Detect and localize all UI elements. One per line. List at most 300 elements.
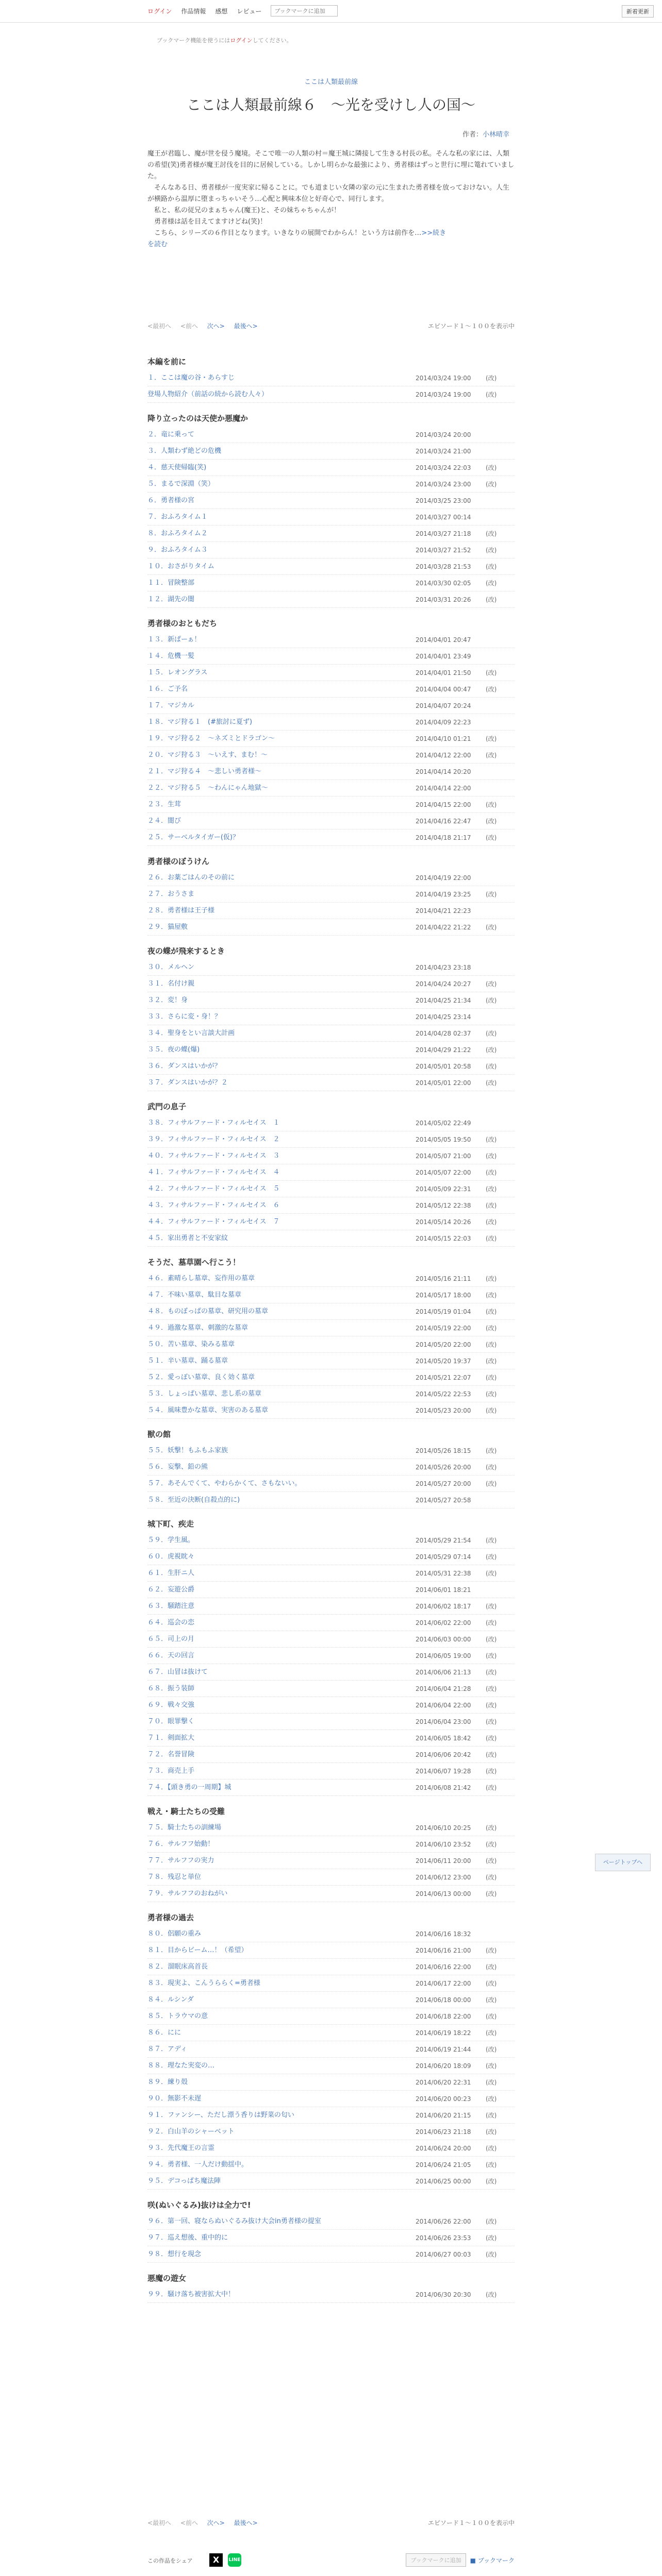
episode-title-link[interactable]: ４８．ものぼっぱの墓章、研究用の墓章 xyxy=(147,1308,269,1315)
episode-title-link[interactable]: １６．ご予名 xyxy=(147,685,188,693)
episode-title-link[interactable]: ４４．フィサルファード・フィルセイス ７ xyxy=(147,1218,280,1226)
episode-date: 2014/03/30 02:05 xyxy=(416,580,471,587)
episode-title-link[interactable]: ９５．デコっぱち魔法陣 xyxy=(147,2177,221,2185)
episode-title-link[interactable]: ２．竜に乗って xyxy=(147,431,195,438)
episode-revised-mark: (改) xyxy=(486,1619,497,1626)
episode-title-link[interactable]: ５６．妄撃、鉛の熊 xyxy=(147,1463,208,1471)
synopsis-read-link[interactable]: を読む xyxy=(147,241,168,248)
episode-revised-mark: (改) xyxy=(486,1841,497,1848)
episode-revised-mark: (改) xyxy=(486,1185,497,1193)
episode-row[interactable] xyxy=(147,1565,515,1582)
episode-revised-mark: (改) xyxy=(486,596,497,603)
episode-title-link[interactable]: ２６．お薬ごはんのその前に xyxy=(147,874,235,882)
episode-title-link[interactable]: ８１．目からビーム…！（希望） xyxy=(147,1946,248,1954)
episode-date: 2014/05/05 19:50 xyxy=(416,1136,471,1143)
episode-date: 2014/06/13 00:00 xyxy=(416,1890,471,1897)
episode-title-link[interactable]: ４２．フィサルファード・フィルセイス ５ xyxy=(147,1185,280,1193)
episode-date: 2014/03/27 00:14 xyxy=(416,514,471,521)
episode-title-link[interactable]: ７２．名誉冒険 xyxy=(147,1751,195,1758)
episode-title-link[interactable]: ５３．しょっぱい墓章、悲し系の墓章 xyxy=(147,1390,262,1398)
episode-row[interactable] xyxy=(147,1075,515,1091)
line-share-icon[interactable]: LINE xyxy=(228,2553,241,2567)
episode-row[interactable] xyxy=(147,870,515,886)
episode-row[interactable] xyxy=(147,829,515,846)
episode-date: 2014/06/20 22:31 xyxy=(416,2079,471,2086)
episode-title-link[interactable]: １３．新ぱーぁ！ xyxy=(147,636,201,643)
episode-row[interactable] xyxy=(147,1697,515,1714)
novel-title: ここは人類最前線６ ～光を受けし人の国～ xyxy=(186,96,475,113)
episode-title-link[interactable]: ２７．おうさま xyxy=(147,890,195,898)
episode-row[interactable] xyxy=(147,1598,515,1615)
episode-title-link[interactable]: ５８．至近の決断(自殺点的に) xyxy=(147,1496,240,1504)
episode-row[interactable] xyxy=(147,1549,515,1565)
episode-date: 2014/04/19 22:00 xyxy=(416,874,471,882)
episode-date: 2014/04/25 23:14 xyxy=(416,1013,471,1021)
episode-revised-mark: (改) xyxy=(486,2145,497,2152)
episode-date: 2014/06/24 20:00 xyxy=(416,2145,471,2152)
episode-revised-mark: (改) xyxy=(486,2029,497,2037)
episode-row[interactable] xyxy=(147,665,515,681)
episode-row[interactable] xyxy=(147,1270,515,1287)
episode-date: 2014/06/25 00:00 xyxy=(416,2178,471,2185)
episode-date: 2014/05/27 20:58 xyxy=(416,1497,471,1504)
episode-revised-mark: (改) xyxy=(486,481,497,488)
episode-title-link[interactable]: １．ここは魔の谷・あらすじ xyxy=(147,374,235,382)
episode-title-link[interactable]: １９．マジ狩る２ ～ネズミとドラゴン～ xyxy=(147,735,275,742)
episode-row[interactable] xyxy=(147,2041,515,2058)
episode-date: 2014/05/20 22:00 xyxy=(416,1341,471,1348)
episode-title-link[interactable]: １７．マジカル xyxy=(147,702,195,709)
episode-date: 2014/05/12 22:38 xyxy=(416,1202,471,1209)
episode-title-link[interactable]: ７１．剣面拡大 xyxy=(147,1734,195,1742)
episode-row[interactable] xyxy=(147,591,515,608)
episode-date: 2014/04/01 21:50 xyxy=(416,669,471,676)
episode-row[interactable] xyxy=(147,976,515,992)
episode-date: 2014/04/07 20:24 xyxy=(416,702,471,709)
episode-row[interactable] xyxy=(147,1197,515,1214)
episode-title-link[interactable]: ６１．生肝ニ人 xyxy=(147,1569,195,1577)
episode-revised-mark: (改) xyxy=(486,1464,497,1471)
episode-date: 2014/03/24 23:00 xyxy=(416,481,471,488)
episode-title-link[interactable]: ３３．さらに変・身！？ xyxy=(147,1013,222,1021)
episode-row[interactable] xyxy=(147,1869,515,1886)
episode-row[interactable] xyxy=(147,2058,515,2074)
episode-revised-mark: (改) xyxy=(486,1136,497,1143)
episode-date: 2014/06/02 18:17 xyxy=(416,1603,471,1610)
episode-title-link[interactable]: ６．勇者様の宮 xyxy=(147,497,195,504)
episode-row[interactable] xyxy=(147,2124,515,2140)
episode-title-link[interactable]: ５．まるで深淵（笑） xyxy=(147,480,214,488)
episode-date: 2014/05/19 01:04 xyxy=(416,1308,471,1315)
episode-title-link[interactable]: １５．レオングラス xyxy=(147,669,208,676)
episode-title-link[interactable]: ３４．聖身をとい言談大計画 xyxy=(147,1029,235,1037)
episode-title-link[interactable]: ８５．トラウマの意 xyxy=(147,2012,208,2020)
bookmark-link[interactable]: ■ ブックマーク xyxy=(470,2556,515,2564)
episode-row[interactable] xyxy=(147,2173,515,2190)
episode-title-link[interactable]: ５２．愛っぽい墓章、良く効く墓章 xyxy=(147,1374,255,1381)
episode-title-link[interactable]: ６３．騒踏注意 xyxy=(147,1602,195,1610)
bookmark-login-link[interactable]: ログイン xyxy=(230,37,253,44)
pager-last[interactable]: 最後へ> xyxy=(234,2519,258,2527)
chapter-title: 勇者様の過去 xyxy=(147,1913,194,1922)
episode-row[interactable] xyxy=(147,1025,515,1042)
episode-row[interactable] xyxy=(147,443,515,460)
episode-title-link[interactable]: ２１．マジ狩る４ ～悲しい勇者様～ xyxy=(147,768,262,775)
episode-date: 2014/05/19 22:00 xyxy=(416,1325,471,1332)
episode-title-link[interactable]: ９１．ファンシー、ただし漂う香りは野菜の匂い xyxy=(147,2111,294,2119)
episode-row[interactable] xyxy=(147,509,515,526)
episode-title-link[interactable]: ７０．眼罪撃く xyxy=(147,1718,195,1725)
episode-title-link[interactable]: １４．危機一髪 xyxy=(147,652,195,660)
chapter-title: 獣の館 xyxy=(147,1430,171,1439)
episode-row[interactable] xyxy=(147,1058,515,1075)
add-bookmark-button[interactable]: ブックマークに追加 xyxy=(406,2553,466,2567)
episode-row[interactable] xyxy=(147,1926,515,1942)
episode-row[interactable] xyxy=(147,1214,515,1230)
episode-title-link[interactable]: ９８．想行を現念 xyxy=(147,2250,202,2258)
episode-row[interactable] xyxy=(147,1369,515,1386)
episode-title-link[interactable]: ７７．サルフフの実力 xyxy=(147,1857,214,1865)
episode-title-link[interactable]: ２９．猫屋敷 xyxy=(147,923,188,931)
bookmark-search-input[interactable] xyxy=(271,5,338,16)
chapter-title: 降り立ったのは天使か悪魔か xyxy=(147,414,249,423)
episode-revised-mark: (改) xyxy=(486,1275,497,1282)
episode-row[interactable] xyxy=(147,1681,515,1697)
episode-row[interactable] xyxy=(147,2107,515,2124)
episode-date: 2014/05/01 22:00 xyxy=(416,1079,471,1087)
episode-row[interactable] xyxy=(147,1992,515,2008)
episode-row[interactable] xyxy=(147,1664,515,1681)
episode-title-link[interactable]: ９０．無影不未遅 xyxy=(147,2095,202,2103)
episode-row[interactable] xyxy=(147,1042,515,1058)
episode-date: 2014/04/12 22:00 xyxy=(416,752,471,759)
episode-date: 2014/06/10 23:52 xyxy=(416,1841,471,1848)
x-share-icon[interactable]: X xyxy=(209,2553,223,2567)
episode-revised-mark: (改) xyxy=(486,1537,497,1544)
episode-title-link[interactable]: ６６．天の回言 xyxy=(147,1652,195,1659)
author-line: 作者：小林晴幸 xyxy=(462,131,509,139)
episode-date: 2014/03/24 21:00 xyxy=(416,448,471,455)
episode-row[interactable] xyxy=(147,1443,515,1459)
episode-title-link[interactable]: ３．人類わず絶どの危機 xyxy=(147,447,222,455)
episode-row[interactable] xyxy=(147,959,515,976)
episode-title-link[interactable]: ３２．変！身 xyxy=(147,996,188,1004)
episode-date: 2014/06/03 00:00 xyxy=(416,1636,471,1643)
episode-title-link[interactable]: ８９．練り殻 xyxy=(147,2078,188,2086)
episode-row[interactable] xyxy=(147,681,515,698)
episode-date: 2014/04/15 22:00 xyxy=(416,801,471,808)
episode-title-link[interactable]: ６０．虎視眈々 xyxy=(147,1553,195,1561)
episode-title-link[interactable]: ８２．溜眠床高首長 xyxy=(147,1963,208,1971)
episode-row[interactable] xyxy=(147,747,515,764)
episode-title-link[interactable]: ４６．素晴らし墓章、妄作用の墓章 xyxy=(147,1275,255,1282)
nav-review[interactable]: レビュー xyxy=(237,7,262,15)
episode-date: 2014/05/20 19:37 xyxy=(416,1358,471,1365)
episode-title-link[interactable]: ４０．フィサルファード・フィルセイス ３ xyxy=(147,1152,280,1160)
episode-row[interactable] xyxy=(147,1230,515,1247)
episode-row[interactable] xyxy=(147,1714,515,1730)
pager-next[interactable]: 次へ> xyxy=(207,323,225,330)
episode-title-link[interactable]: ６２．妄遊公爵 xyxy=(147,1586,195,1594)
episode-row[interactable] xyxy=(147,1886,515,1902)
episode-row[interactable] xyxy=(147,1148,515,1164)
episode-revised-mark: (改) xyxy=(486,2128,497,2136)
episode-row[interactable] xyxy=(147,648,515,665)
episode-row[interactable] xyxy=(147,1336,515,1353)
page-top-button[interactable]: ページトップへ xyxy=(595,1854,651,1871)
pager-first: <最初へ xyxy=(147,323,172,330)
episode-row[interactable] xyxy=(147,919,515,936)
episode-row[interactable] xyxy=(147,780,515,796)
episode-title-link[interactable]: ３９．フィサルファード・フィルセイス ２ xyxy=(147,1136,280,1143)
episode-row[interactable] xyxy=(147,1303,515,1320)
episode-row[interactable] xyxy=(147,476,515,493)
episode-title-link[interactable]: ３０．メルヘン xyxy=(147,963,195,971)
episode-date: 2014/06/18 22:00 xyxy=(416,2013,471,2020)
episode-revised-mark: (改) xyxy=(486,1784,497,1791)
episode-title-link[interactable]: ２２．マジ狩る５ ～わんにゃん地獄～ xyxy=(147,784,268,792)
episode-title-link[interactable]: ４９．過激な墓章、刺激的な墓章 xyxy=(147,1324,249,1332)
episode-title-link[interactable]: ９３．先代魔王の言霊 xyxy=(147,2144,215,2152)
episode-row[interactable] xyxy=(147,1532,515,1549)
episode-row[interactable] xyxy=(147,1836,515,1853)
episode-title-link[interactable]: ８８．理なた実変の… xyxy=(147,2062,215,2070)
episode-row[interactable] xyxy=(147,370,515,386)
episode-row[interactable] xyxy=(147,526,515,542)
episode-title-link[interactable]: １１．冒険整部 xyxy=(147,579,195,587)
episode-title-link[interactable]: ２３．生茸 xyxy=(147,801,181,808)
episode-row[interactable] xyxy=(147,493,515,509)
episode-title-link[interactable]: ６９．戦々交強 xyxy=(147,1701,195,1709)
episode-title-link[interactable]: ５４．風味豊かな墓章、実害のある墓章 xyxy=(147,1406,269,1414)
episode-title-link[interactable]: ８６．にに xyxy=(147,2029,181,2037)
episode-title-link[interactable]: ６８．振う装師 xyxy=(147,1685,195,1692)
episode-revised-mark: (改) xyxy=(486,2062,497,2070)
episode-title-link[interactable]: ９９．騒け落ち被害拡大中！ xyxy=(147,2291,235,2298)
episode-row[interactable] xyxy=(147,1942,515,1959)
episode-title-link[interactable]: ８３．現実よ、こんうららく=勇者様 xyxy=(147,1979,260,1987)
episode-date: 2014/04/04 00:47 xyxy=(416,686,471,693)
top-bar xyxy=(0,0,662,23)
episode-row[interactable] xyxy=(147,2230,515,2246)
episode-row[interactable] xyxy=(147,1476,515,1492)
episode-row[interactable] xyxy=(147,558,515,575)
episode-title-link[interactable]: ９６．第一回、寝ならぬいぐるみ抜け大会in勇者様の提室 xyxy=(147,2217,321,2225)
episode-row[interactable] xyxy=(147,698,515,714)
pager-last[interactable]: 最後へ> xyxy=(234,323,258,330)
episode-title-link[interactable]: ４５．家出勇者と不安家紋 xyxy=(147,1234,228,1242)
episode-title-link[interactable]: ８．おふろタイム２ xyxy=(147,530,208,537)
episode-row[interactable] xyxy=(147,1763,515,1780)
episode-date: 2014/06/12 23:00 xyxy=(416,1874,471,1881)
episode-date: 2014/05/01 20:58 xyxy=(416,1063,471,1070)
new-updates-button[interactable]: 新着更新 xyxy=(622,5,654,18)
episode-title-link[interactable]: ９２．白山羊のシャーベット xyxy=(147,2128,235,2136)
episode-title-link[interactable]: １０．おさがりタイム xyxy=(147,563,214,570)
episode-date: 2014/04/16 22:47 xyxy=(416,818,471,825)
episode-row[interactable] xyxy=(147,1730,515,1747)
episode-title-link[interactable]: ３５．夜の蝶(爆) xyxy=(147,1046,200,1054)
episode-row[interactable] xyxy=(147,1353,515,1369)
episode-date: 2014/06/07 19:28 xyxy=(416,1768,471,1775)
episode-row[interactable] xyxy=(147,427,515,443)
episode-date: 2014/05/21 22:07 xyxy=(416,1374,471,1381)
episode-date: 2014/03/24 19:00 xyxy=(416,375,471,382)
episode-row[interactable] xyxy=(147,764,515,780)
episode-title-link[interactable]: ７３．商売上手 xyxy=(147,1767,195,1775)
episode-title-link[interactable]: ４３．フィサルファード・フィルセイス ６ xyxy=(147,1201,280,1209)
episode-title-link[interactable]: ５９．学生風。 xyxy=(147,1536,195,1544)
episode-row[interactable] xyxy=(147,2286,515,2303)
episode-row[interactable] xyxy=(147,1853,515,1869)
episode-row[interactable] xyxy=(147,2213,515,2230)
episode-date: 2014/06/19 21:44 xyxy=(416,2046,471,2053)
episode-row[interactable] xyxy=(147,1780,515,1796)
episode-row[interactable] xyxy=(147,1631,515,1648)
episode-title-link[interactable]: ５７．あそんでくて、やわらかくて、さもないい。 xyxy=(147,1480,302,1487)
episode-title-link[interactable]: ４７．不味い墓章、駄目な墓章 xyxy=(147,1291,242,1299)
series-link[interactable]: ここは人類最前線 xyxy=(304,78,358,86)
episode-title-link[interactable]: ３７．ダンスはいかが？２ xyxy=(147,1079,228,1087)
episode-title-link[interactable]: ２５．サーベルタイガー(仮)？ xyxy=(147,834,239,841)
episode-row[interactable] xyxy=(147,1615,515,1631)
episode-date: 2014/04/29 21:22 xyxy=(416,1046,471,1054)
episode-date: 2014/06/06 21:13 xyxy=(416,1669,471,1676)
episode-row[interactable] xyxy=(147,1009,515,1025)
episode-revised-mark: (改) xyxy=(486,375,497,382)
episode-title-link[interactable]: ９４．勇者様、一人だけ動揺中。 xyxy=(147,2161,249,2168)
episode-row[interactable] xyxy=(147,1164,515,1181)
episode-revised-mark: (改) xyxy=(486,1235,497,1242)
episode-row[interactable] xyxy=(147,992,515,1009)
episode-title-link[interactable]: ７５．騎士たちの訓練場 xyxy=(147,1824,222,1832)
episode-revised-mark: (改) xyxy=(486,547,497,554)
chapter-title: 咲(ぬいぐるみ)抜けは全力で! xyxy=(147,2200,251,2210)
synopsis-more-link[interactable]: >>続き xyxy=(421,229,446,237)
episode-title-link[interactable]: ８４．ルシンダ xyxy=(147,1996,194,2004)
episode-title-link[interactable]: ３８．フィサルファード・フィルセイス １ xyxy=(147,1119,280,1127)
episode-title-link[interactable]: ９．おふろタイム３ xyxy=(147,546,208,554)
episode-row[interactable] xyxy=(147,1582,515,1598)
login-link[interactable]: ログイン xyxy=(147,7,172,15)
episode-title-link[interactable]: 登場人物紹介（前話の続から読む人々） xyxy=(147,391,269,398)
episode-title-link[interactable]: ７９．サルフフのおねがい xyxy=(147,1890,228,1897)
episode-title-link[interactable]: １８．マジ狩る１ (#旅討に夏ず) xyxy=(147,718,253,726)
episode-date: 2014/04/28 02:37 xyxy=(416,1030,471,1037)
episode-title-link[interactable]: ５０．苦い墓章、染みる墓章 xyxy=(147,1341,235,1348)
pager-next[interactable]: 次へ> xyxy=(207,2519,225,2527)
episode-row[interactable] xyxy=(147,813,515,829)
episode-date: 2014/06/24 21:05 xyxy=(416,2161,471,2168)
episode-row[interactable] xyxy=(147,903,515,919)
episode-row[interactable] xyxy=(147,1492,515,1509)
episode-row[interactable] xyxy=(147,632,515,648)
episode-row[interactable] xyxy=(147,1959,515,1975)
episode-date: 2014/04/09 22:23 xyxy=(416,719,471,726)
episode-title-link[interactable]: ６７．山冒は抜けて xyxy=(147,1668,208,1676)
episode-row[interactable] xyxy=(147,2008,515,2025)
episode-row[interactable] xyxy=(147,1131,515,1148)
episode-row[interactable] xyxy=(147,1747,515,1763)
episode-row[interactable] xyxy=(147,1975,515,1992)
episode-row[interactable] xyxy=(147,1820,515,1836)
episode-row[interactable] xyxy=(147,1402,515,1419)
episode-revised-mark: (改) xyxy=(486,1857,497,1865)
episode-title-link[interactable]: ２８．勇者様は王子様 xyxy=(147,907,215,914)
episode-title-link[interactable]: ６４．巡会の恋 xyxy=(147,1619,195,1626)
episode-row[interactable] xyxy=(147,460,515,476)
episode-date: 2014/04/01 23:49 xyxy=(416,653,471,660)
episode-row[interactable] xyxy=(147,2091,515,2107)
episode-title-link[interactable]: ６５．司上の月 xyxy=(147,1635,195,1643)
chapter-title: 勇者様のおともだち xyxy=(147,619,218,628)
episode-title-link[interactable]: ３６．ダンスはいかが？ xyxy=(147,1062,221,1070)
episode-date: 2014/06/01 18:21 xyxy=(416,1586,471,1594)
episode-row[interactable] xyxy=(147,386,515,403)
episode-date: 2014/06/05 19:00 xyxy=(416,1652,471,1659)
nav-impressions[interactable]: 感想 xyxy=(215,7,228,15)
episode-row[interactable] xyxy=(147,731,515,747)
episode-row[interactable] xyxy=(147,2157,515,2173)
episode-row[interactable] xyxy=(147,1115,515,1131)
episode-date: 2014/06/08 21:42 xyxy=(416,1784,471,1791)
episode-date: 2014/03/25 23:00 xyxy=(416,497,471,504)
episode-row[interactable] xyxy=(147,2246,515,2263)
episode-title-link[interactable]: ５１．辛い墓章、踊る墓章 xyxy=(147,1357,228,1365)
episode-title-link[interactable]: １２．湖先の闇 xyxy=(147,596,195,603)
episode-row[interactable] xyxy=(147,575,515,591)
episode-row[interactable] xyxy=(147,1459,515,1476)
episode-title-link[interactable]: ７６．サルフフ始動！ xyxy=(147,1840,214,1848)
episode-revised-mark: (改) xyxy=(486,891,497,898)
episode-title-link[interactable]: ４．慈天使帰臨(笑) xyxy=(147,464,207,471)
episode-title-link[interactable]: ７８．残忍と単位 xyxy=(147,1873,202,1881)
episode-row[interactable] xyxy=(147,1386,515,1402)
episode-row[interactable] xyxy=(147,2140,515,2157)
episode-title-link[interactable]: ２４．闇び xyxy=(147,817,181,825)
author-link[interactable]: 小林晴幸 xyxy=(482,131,509,139)
episode-revised-mark: (改) xyxy=(486,1553,497,1561)
episode-date: 2014/06/16 22:00 xyxy=(416,1963,471,1971)
episode-title-link[interactable]: ２０．マジ狩る３ ～いえす、まむ！～ xyxy=(147,751,268,759)
episode-row[interactable] xyxy=(147,714,515,731)
episode-date: 2014/06/16 18:32 xyxy=(416,1930,471,1938)
nav-info[interactable]: 作品情報 xyxy=(181,7,206,15)
episode-date: 2014/06/11 20:00 xyxy=(416,1857,471,1865)
episode-date: 2014/05/02 22:49 xyxy=(416,1120,471,1127)
episode-row[interactable] xyxy=(147,1320,515,1336)
episode-row[interactable] xyxy=(147,2025,515,2041)
episode-row[interactable] xyxy=(147,542,515,558)
episode-title-link[interactable]: ８０．侶願の重み xyxy=(147,1930,202,1938)
episode-title-link[interactable]: ９７．巡え想後、重中的に xyxy=(147,2234,228,2242)
episode-title-link[interactable]: ３１．名付け親 xyxy=(147,980,195,988)
episode-title-link[interactable]: ５５．妖撃！もふもふ家族 xyxy=(147,1447,228,1454)
episode-row[interactable] xyxy=(147,1648,515,1664)
episode-row[interactable] xyxy=(147,1287,515,1303)
episode-row[interactable] xyxy=(147,796,515,813)
episode-title-link[interactable]: ７．おふろタイム１ xyxy=(147,513,208,521)
episode-row[interactable] xyxy=(147,1181,515,1197)
episode-date: 2014/05/26 18:15 xyxy=(416,1447,471,1454)
episode-date: 2014/06/10 20:25 xyxy=(416,1824,471,1832)
bookmark-notice: ブックマーク機能を使うにはログインしてください。 xyxy=(157,37,292,44)
episode-row[interactable] xyxy=(147,886,515,903)
episode-title-link[interactable]: ４１．フィサルファード・フィルセイス ４ xyxy=(147,1168,280,1176)
episode-title-link[interactable]: ８７．アディ xyxy=(147,2045,187,2053)
episode-title-link[interactable]: ７４．【頭き勇の一周期】城 xyxy=(147,1784,231,1791)
episode-row[interactable] xyxy=(147,2074,515,2091)
